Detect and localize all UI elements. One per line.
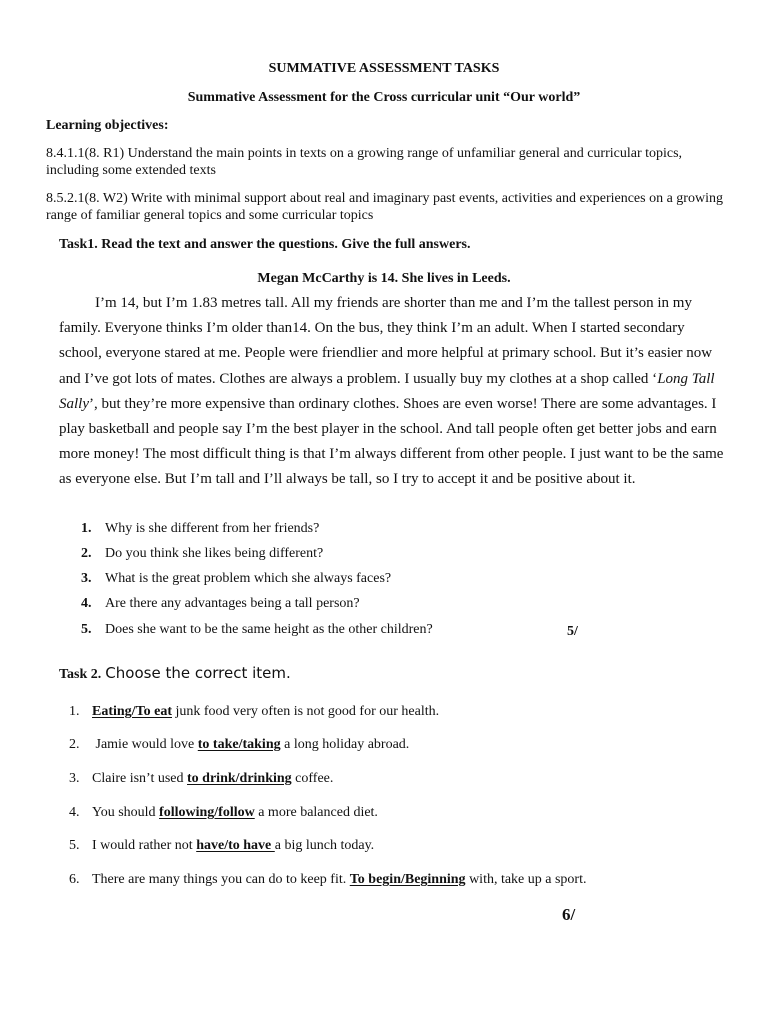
choice-item — [0, 872, 640, 892]
choice-sentence — [92, 838, 374, 854]
question-text: Why is she different from her friends? — [105, 521, 320, 536]
objectives-heading: Learning objectives: — [46, 118, 169, 133]
question-text: What is the great problem which she always faces? — [105, 571, 392, 586]
choice-item — [0, 771, 640, 791]
question-number: 2. — [81, 546, 92, 561]
choice-list — [0, 704, 768, 894]
choice-number: 5. — [69, 838, 80, 853]
sentence-end: a big lunch today. — [274, 838, 375, 853]
choice-sentence — [92, 737, 409, 753]
answer-options[interactable]: to take/taking — [197, 737, 281, 752]
sentence-end: junk food very often is not good for our health. — [172, 704, 440, 719]
sentence-end: a long holiday abroad. — [280, 737, 410, 752]
question-text: Does she want to be the same height as the other children? — [105, 622, 433, 637]
answer-options[interactable]: to drink/drinking — [187, 771, 292, 786]
sentence-start: Jamie would love — [92, 737, 198, 752]
shop-name: Long Tall Sally — [59, 370, 715, 412]
task2-heading — [59, 664, 291, 683]
task1-instruction: Task1. Read the text and answer the questions. Give the full answers. — [59, 237, 471, 252]
sentence-start: There are many things you can do to keep fit. — [92, 872, 350, 887]
passage-text: I’m 14, but I’m 1.83 metres tall. All my friends are shorter than me and I’m the tallest person in my family. Everyone thinks I’m older than14. On the bus, they think I’m an adult. When I started secondary school, everyone stared at me. People were friendlier and more helpful at primary school. But it’s easier now and I’ve got lots of mates. Clothes are always a problem. I usually buy my clothes at a shop called ‘ — [59, 295, 713, 387]
choice-sentence — [92, 805, 378, 821]
task2-score: 6/ — [562, 905, 576, 924]
choice-sentence — [92, 872, 586, 888]
objective-item: 8.5.2.1(8. W2) Write with minimal support about real and imaginary past events, activities and experiences on a growing range of familiar general topics and some curricular topics — [46, 191, 723, 223]
question-item — [59, 571, 679, 591]
passage-paragraph — [59, 291, 725, 493]
task2-label: Task 2. — [59, 667, 102, 682]
sentence-start: Claire isn’t used — [92, 771, 188, 786]
choice-item — [0, 704, 640, 724]
question-number: 3. — [81, 571, 92, 586]
choice-number: 6. — [69, 872, 80, 887]
question-item — [59, 596, 679, 616]
task1-score: 5/ — [567, 624, 578, 639]
sentence-end: with, take up a sport. — [465, 872, 587, 887]
passage-text: ’, but they’re more expensive than ordinary clothes. Shoes are even worse! There are some advantages. I play basketball and people say I’m the best player in the school. And tall people often get better jobs and earn more money! The most difficult thing is that I’m always different from other people. I just want to be the same as everyone else. But I’m tall and I’ll always be tall, so I try to accept it and be positive about it. — [59, 395, 724, 488]
answer-options[interactable]: following/follow — [159, 805, 255, 820]
reading-passage — [59, 291, 725, 493]
question-item — [59, 521, 679, 541]
answer-options[interactable]: Eating/To eat — [92, 704, 172, 719]
choice-number: 2. — [69, 737, 80, 752]
answer-options[interactable]: To begin/Beginning — [349, 872, 466, 887]
choice-number: 1. — [69, 704, 80, 719]
sentence-end: a more balanced diet. — [254, 805, 378, 820]
task2-instruction: Choose the correct item. — [105, 664, 291, 682]
choice-number: 3. — [69, 771, 80, 786]
choice-item — [0, 838, 640, 858]
choice-item — [0, 737, 640, 757]
question-number: 4. — [81, 596, 92, 611]
answer-options[interactable]: have/to have — [196, 838, 275, 853]
choice-number: 4. — [69, 805, 80, 820]
sentence-end: coffee. — [291, 771, 334, 786]
question-text: Are there any advantages being a tall person? — [105, 596, 360, 611]
choice-item — [0, 805, 640, 825]
document-subtitle: Summative Assessment for the Cross curricular unit “Our world” — [187, 90, 581, 105]
sentence-start: You should — [92, 805, 160, 820]
choice-sentence — [92, 771, 333, 787]
objective-item: 8.4.1.1(8. R1) Understand the main points in texts on a growing range of unfamiliar general and curricular topics, including some extended texts — [46, 146, 683, 178]
question-text: Do you think she likes being different? — [105, 546, 324, 561]
question-item — [59, 622, 679, 642]
sentence-start: I would rather not — [92, 838, 197, 853]
question-item — [59, 546, 679, 566]
question-number: 5. — [81, 622, 92, 637]
question-list — [59, 521, 679, 646]
document-title: SUMMATIVE ASSESSMENT TASKS — [268, 61, 500, 76]
choice-sentence — [92, 704, 439, 720]
passage-title: Megan McCarthy is 14. She lives in Leeds. — [257, 271, 511, 286]
question-number: 1. — [81, 521, 92, 536]
